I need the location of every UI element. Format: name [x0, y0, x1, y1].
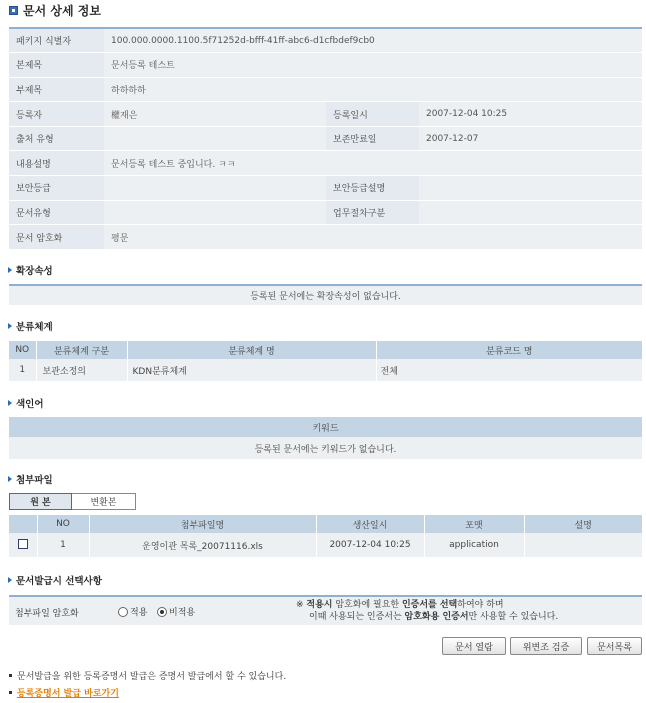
ext-attr-empty-message: 등록된 문서에는 확장속성이 없습니다. — [9, 284, 642, 305]
section-arrow-icon — [8, 323, 12, 329]
view-document-button[interactable]: 문서 열람 — [442, 637, 506, 655]
footer-note-text: 문서발급을 위한 등록증명서 발급은 증명서 발급에서 할 수 있습니다. — [17, 672, 287, 682]
radio-apply-label[interactable]: 적용 — [130, 608, 148, 618]
detail-row-description — [9, 151, 642, 176]
main-title-value: 문서등록 테스트 — [104, 53, 642, 78]
page-title-text: 문서 상세 정보 — [23, 3, 101, 18]
col-header-class-name: 분류체계 명 — [127, 341, 376, 359]
classification-table — [9, 341, 642, 381]
security-desc-value — [419, 176, 642, 201]
radio-not-apply-label[interactable]: 비적용 — [169, 608, 196, 618]
attachment-table — [9, 515, 642, 557]
issue-options-title-text: 문서발급시 선택사항 — [16, 576, 102, 587]
radio-not-apply-circle[interactable] — [157, 607, 167, 617]
encrypt-notice — [296, 599, 558, 623]
certificate-issue-link[interactable]: 등록증명서 발급 바로가기 — [17, 689, 119, 699]
document-list-button[interactable]: 문서목록 — [587, 637, 642, 655]
class-code-cell: 전체 — [376, 359, 642, 381]
page-title — [9, 2, 101, 18]
attachment-check-cell — [9, 533, 37, 557]
detail-row-package — [9, 28, 642, 53]
doc-type-value — [104, 200, 326, 225]
business-value — [419, 200, 642, 225]
notice-bold-apply: 적용시 — [306, 600, 333, 610]
section-arrow-icon — [8, 476, 12, 482]
sub-title-label: 부제목 — [9, 77, 104, 102]
attachment-desc-cell — [524, 533, 642, 557]
attachment-date-cell: 2007-12-04 10:25 — [316, 533, 424, 557]
footer-note — [9, 669, 286, 682]
detail-row-sub-title — [9, 77, 642, 102]
security-desc-label: 보안등급설명 — [326, 176, 419, 201]
col-header-no: NO — [37, 515, 89, 533]
reg-datetime-value: 2007-12-04 10:25 — [419, 102, 642, 127]
col-header-desc: 설명 — [524, 515, 642, 533]
keyword-empty-message: 등록된 문서에는 키워드가 없습니다. — [9, 437, 642, 459]
source-type-value — [104, 126, 326, 151]
notice-mark: ※ — [296, 600, 307, 610]
verify-forgery-button[interactable]: 위변조 검증 — [510, 637, 582, 655]
col-header-class-code: 분류코드 명 — [376, 341, 642, 359]
class-type-cell: 보관소정의 — [36, 359, 127, 381]
package-id-value: 100.000.0000.1100.5f71252d-bfff-41ff-abc6-d1cfbdef9cb0 — [104, 28, 642, 53]
keyword-header-row — [9, 417, 642, 437]
detail-row-source — [9, 126, 642, 151]
class-name-cell: KDN분류체계 — [127, 359, 376, 381]
doc-type-label: 문서유형 — [9, 200, 104, 225]
notice-bold-enc-cert: 암호화용 인증서 — [404, 612, 469, 622]
issue-options-section-title — [8, 573, 102, 587]
encrypt-option-label: 첨부파일 암호화 — [15, 609, 79, 619]
description-value: 문서등록 테스트 중입니다. ㅋㅋ — [104, 151, 642, 176]
classification-section-title — [8, 319, 53, 333]
tab-converted[interactable]: 변환본 — [72, 493, 136, 510]
bullet-icon — [9, 674, 12, 677]
col-header-filename: 첨부파일명 — [89, 515, 316, 533]
attachment-tabs — [9, 493, 136, 510]
detail-row-doc-type — [9, 200, 642, 225]
col-header-class-type: 분류체계 구분 — [36, 341, 127, 359]
radio-apply[interactable] — [118, 605, 147, 618]
security-level-label: 보안등급 — [9, 176, 104, 201]
tab-original[interactable]: 원 본 — [9, 493, 72, 510]
detail-row-security — [9, 176, 642, 201]
ext-attr-section-title — [8, 263, 53, 277]
keyword-header: 키워드 — [9, 417, 642, 437]
description-label: 내용설명 — [9, 151, 104, 176]
detail-row-registrant — [9, 102, 642, 127]
security-level-value — [104, 176, 326, 201]
retention-value: 2007-12-07 — [419, 126, 642, 151]
table-row — [9, 533, 642, 557]
notice-text-2: 하여야 하며 — [457, 600, 504, 610]
attachments-title-text: 첨부파일 — [16, 475, 53, 486]
document-detail-table — [9, 27, 642, 250]
notice-text-3: 이때 사용되는 인증서는 — [309, 612, 405, 622]
reg-datetime-label: 등록일시 — [326, 102, 419, 127]
radio-apply-circle[interactable] — [118, 607, 128, 617]
ext-attr-title-text: 확장속성 — [16, 266, 53, 277]
attachment-no-cell: 1 — [37, 533, 89, 557]
encrypt-notice-line2 — [296, 611, 558, 623]
notice-text-4: 만 사용할 수 있습니다. — [468, 612, 559, 622]
classification-header-row — [9, 341, 642, 359]
encryption-value: 평문 — [104, 225, 642, 250]
attachment-format-cell: application — [424, 533, 524, 557]
index-title-text: 색인어 — [16, 399, 44, 410]
classification-title-text: 분류체계 — [16, 322, 53, 333]
col-header-date: 생산일시 — [316, 515, 424, 533]
col-header-format: 포맷 — [424, 515, 524, 533]
registrant-value: 權재은 — [104, 102, 326, 127]
keyword-empty-row — [9, 437, 642, 459]
section-arrow-icon — [8, 267, 12, 273]
keyword-table — [9, 417, 642, 459]
title-square-icon — [9, 6, 18, 15]
attachment-checkbox[interactable] — [18, 539, 28, 549]
bullet-icon — [9, 691, 12, 694]
package-id-label: 패키지 식별자 — [9, 28, 104, 53]
col-header-no: NO — [9, 341, 36, 359]
attachment-filename-cell[interactable]: 운영이관 목록_20071116.xls — [89, 533, 316, 557]
class-no-cell: 1 — [9, 359, 36, 381]
encrypt-notice-line1 — [296, 599, 558, 611]
notice-text-1: 암호화에 필요한 — [332, 600, 402, 610]
source-type-label: 출처 유형 — [9, 126, 104, 151]
index-section-title — [8, 396, 44, 410]
business-label: 업무절차구분 — [326, 200, 419, 225]
col-header-check — [9, 515, 37, 533]
registrant-label: 등록자 — [9, 102, 104, 127]
attachment-header-row — [9, 515, 642, 533]
footer-link-row — [9, 686, 119, 699]
section-arrow-icon — [8, 400, 12, 406]
notice-bold-cert: 인증서를 선택 — [401, 600, 458, 610]
detail-row-encryption — [9, 225, 642, 250]
issue-options-box — [9, 595, 642, 625]
retention-label: 보존만료일 — [326, 126, 419, 151]
encryption-label: 문서 암호화 — [9, 225, 104, 250]
table-row — [9, 359, 642, 381]
detail-row-main-title — [9, 53, 642, 78]
radio-not-apply[interactable] — [157, 605, 195, 618]
attachments-section-title — [8, 472, 53, 486]
sub-title-value: 하하하하 — [104, 77, 642, 102]
section-arrow-icon — [8, 577, 12, 583]
main-title-label: 본제목 — [9, 53, 104, 78]
